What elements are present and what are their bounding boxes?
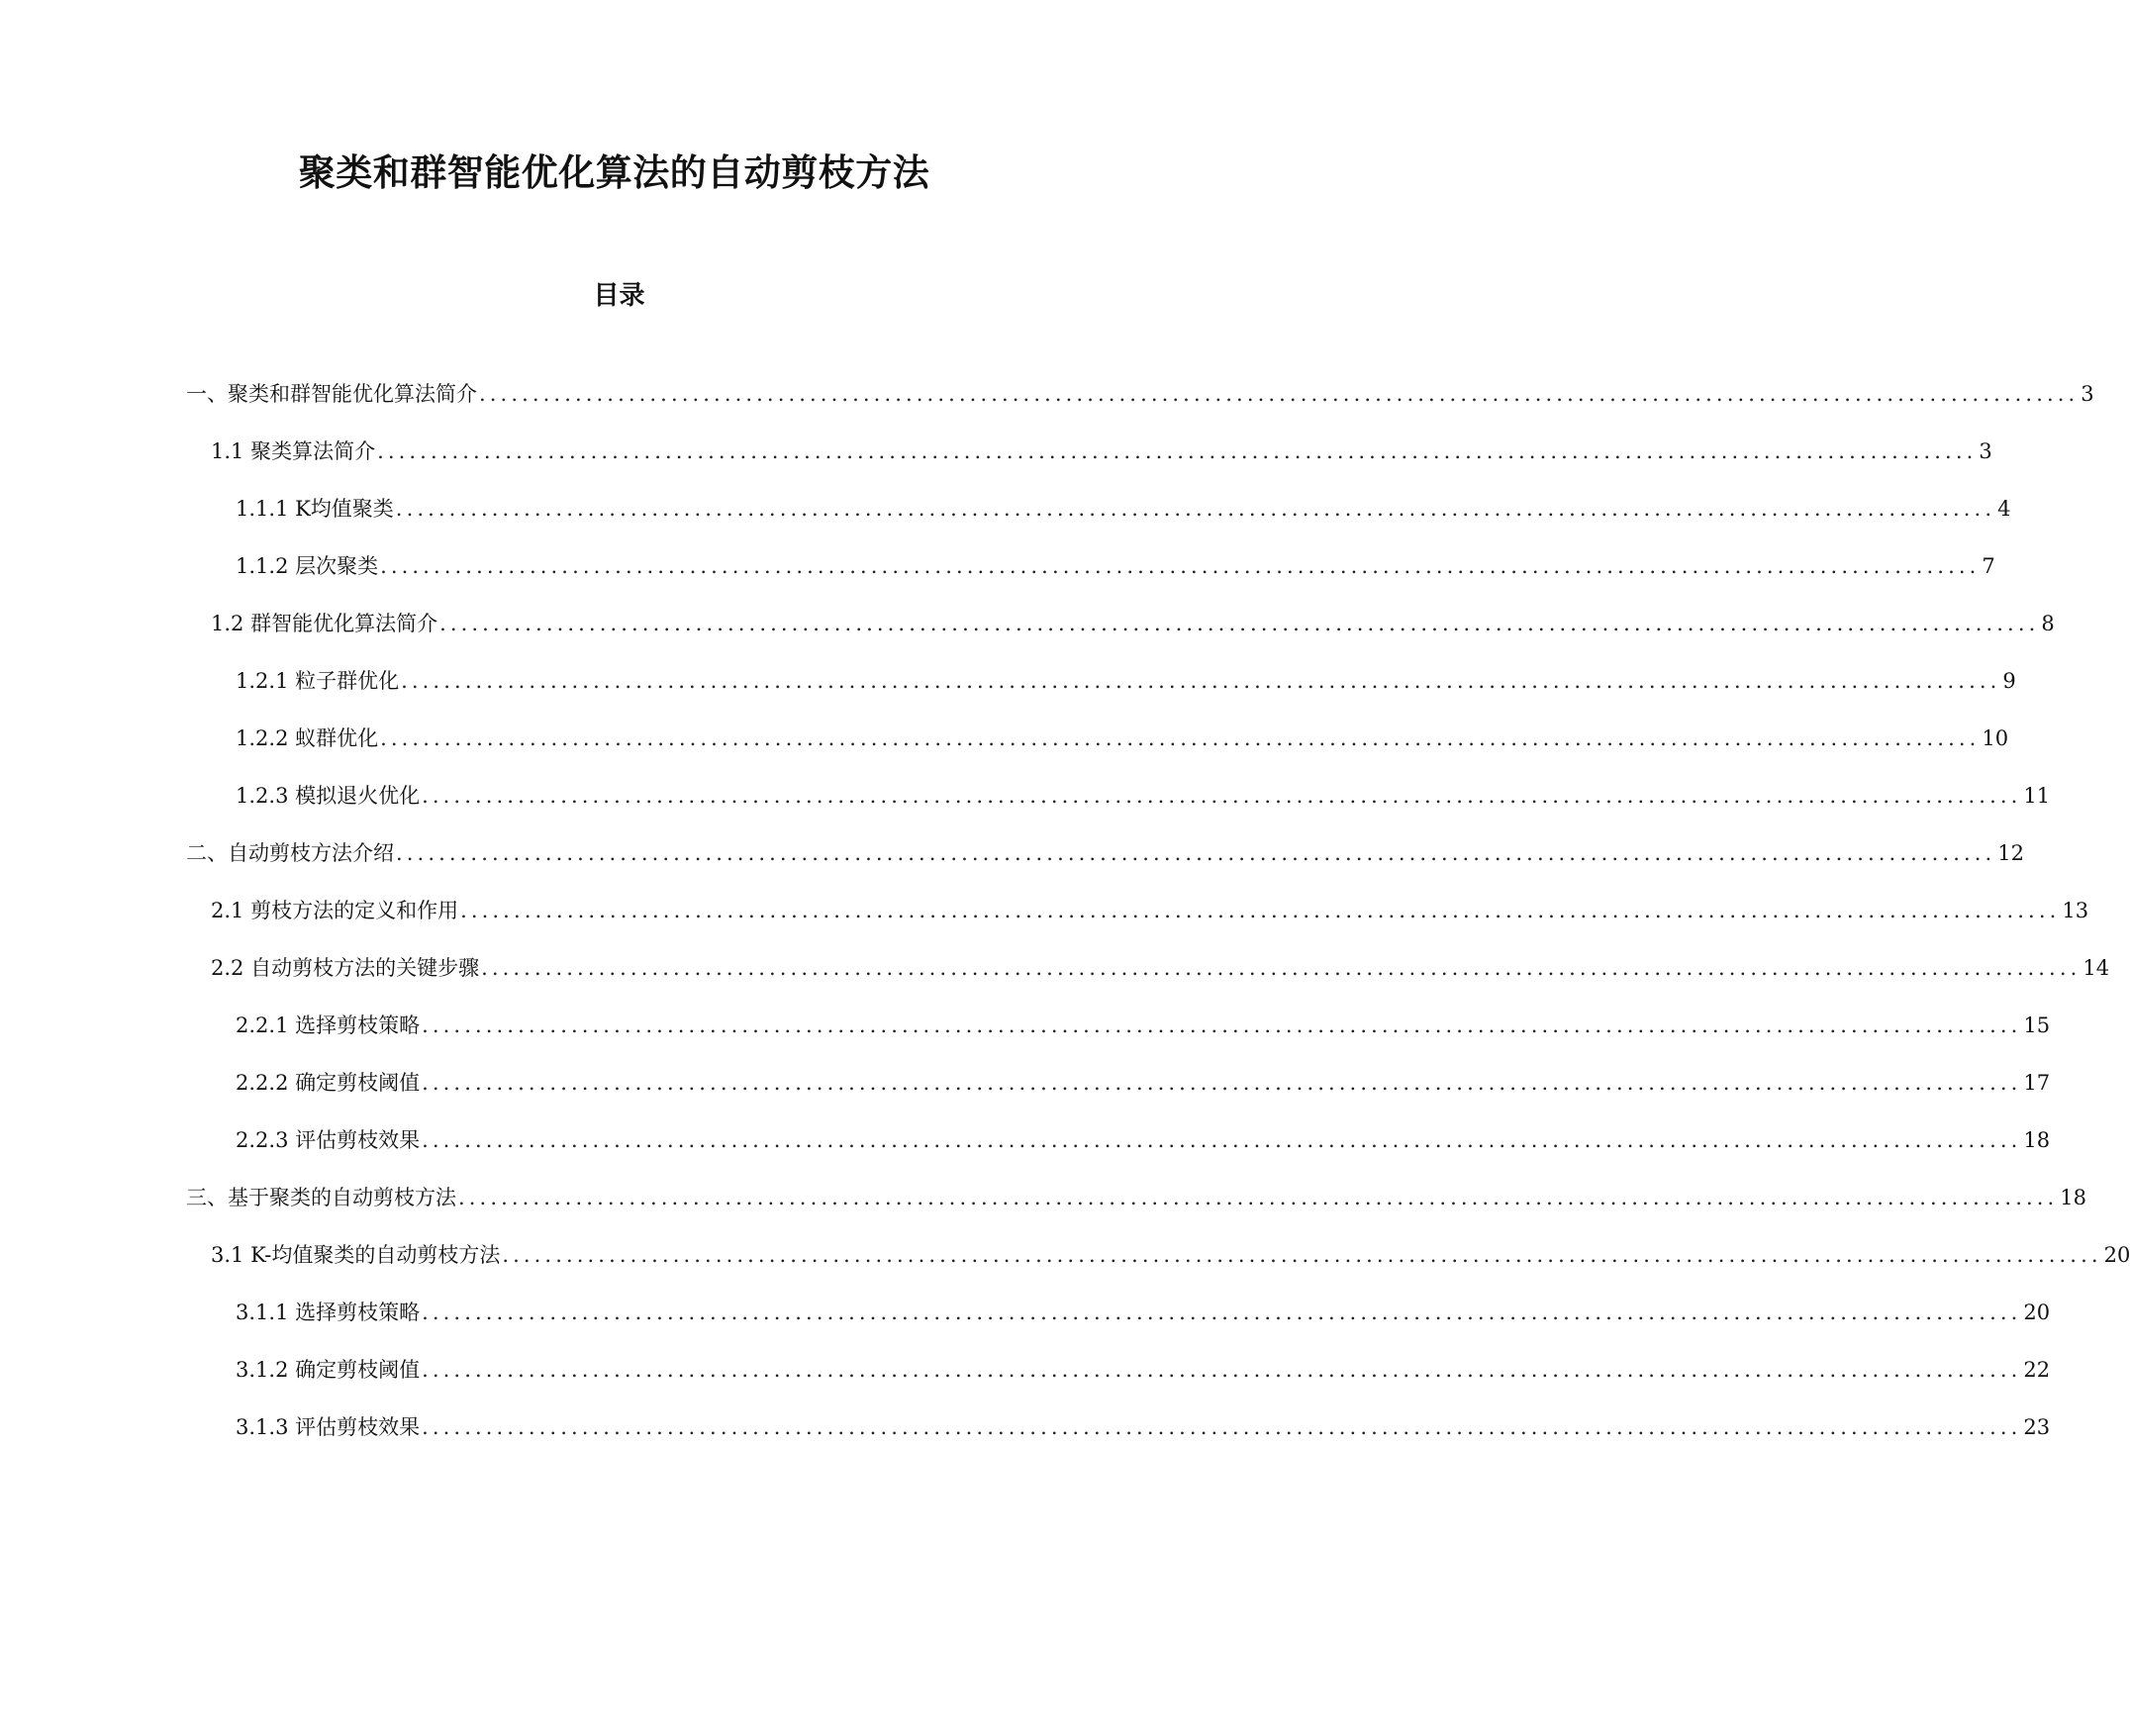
toc-dot-leader: ...................................................................................................................................................... [377,439,1978,463]
toc-page-number: 14 [2082,956,2110,980]
toc-dot-leader: ...................................................................................................................................................... [380,726,1981,750]
toc-page-number: 13 [2062,899,2089,922]
toc-entry[interactable] [236,1122,2051,1158]
toc-page-number: 15 [2023,1013,2051,1037]
toc-entry[interactable] [186,835,2025,871]
toc-entry-label: 1.1.1 K均值聚类 [236,497,394,521]
toc-entry[interactable] [211,606,2055,641]
toc-entry[interactable] [211,1237,2130,1273]
toc-dot-leader: ...................................................................................................................................................... [422,1128,2022,1152]
toc-page-number: 20 [2023,1301,2051,1324]
toc-entry[interactable] [211,434,1992,469]
toc-entry[interactable] [236,778,2051,814]
toc-entry-label: 2.2.1 选择剪枝策略 [236,1013,421,1037]
toc-dot-leader: ...................................................................................................................................................... [422,784,2022,808]
toc-page-number: 22 [2023,1358,2051,1382]
toc-entry[interactable] [236,491,2011,527]
toc-dot-leader: ...................................................................................................................................................... [395,497,1996,521]
toc-entry-label: 1.2.3 模拟退火优化 [236,784,421,808]
toc-entry-label: 2.1 剪枝方法的定义和作用 [211,899,459,922]
toc-dot-leader: ...................................................................................................................................................... [458,1186,2059,1209]
toc-entry-label: 1.2.2 蚁群优化 [236,726,379,750]
toc-page-number: 4 [1997,497,2011,521]
toc-heading: 目录 [593,281,645,311]
toc-dot-leader: ...................................................................................................................................................... [422,1071,2022,1095]
toc-page-number: 20 [2103,1243,2130,1267]
toc-dot-leader: ...................................................................................................................................................... [460,899,2061,922]
toc-page-number: 11 [2023,784,2051,808]
toc-dot-leader: ...................................................................................................................................................... [479,382,2080,406]
toc-entry-label: 3.1.3 评估剪枝效果 [236,1415,421,1439]
toc-entry[interactable] [236,663,2016,699]
toc-entry-label: 1.1.2 层次聚类 [236,554,379,578]
toc-entry[interactable] [236,548,1995,584]
toc-entry-label: 3.1.1 选择剪枝策略 [236,1301,421,1324]
toc-dot-leader: ...................................................................................................................................................... [396,841,1996,865]
toc-page-number: 7 [1982,554,1995,578]
toc-page-number: 10 [1982,726,2009,750]
toc-page-number: 9 [2002,669,2016,693]
toc-dot-leader: ...................................................................................................................................................... [422,1013,2022,1037]
toc-entry[interactable] [236,1409,2051,1445]
toc-dot-leader: ...................................................................................................................................................... [401,669,2001,693]
toc-page-number: 3 [2081,382,2094,406]
toc-page-number: 18 [2023,1128,2051,1152]
toc-page-number: 12 [1997,841,2025,865]
toc-entry-label: 1.1 聚类算法简介 [211,439,376,463]
toc-entry[interactable] [236,1008,2051,1043]
toc-entry[interactable] [211,950,2110,986]
toc-entry[interactable] [236,1065,2051,1101]
toc-entry[interactable] [186,1180,2087,1215]
toc-entry[interactable] [236,1295,2051,1330]
toc-dot-leader: ...................................................................................................................................................... [481,956,2082,980]
toc-page-number: 8 [2041,612,2055,635]
toc-dot-leader: ...................................................................................................................................................... [439,612,2040,635]
toc-entry-label: 1.2 群智能优化算法简介 [211,612,438,635]
toc-dot-leader: ...................................................................................................................................................... [422,1415,2022,1439]
toc-entry[interactable] [186,376,2094,412]
toc-dot-leader: ...................................................................................................................................................... [502,1243,2102,1267]
toc-page-number: 18 [2060,1186,2087,1209]
toc-entry-label: 二、自动剪枝方法介绍 [186,841,394,865]
toc-dot-leader: ...................................................................................................................................................... [380,554,1981,578]
toc-entry[interactable] [211,893,2089,928]
toc-entry-label: 3.1.2 确定剪枝阈值 [236,1358,421,1382]
toc-dot-leader: ...................................................................................................................................................... [422,1358,2022,1382]
toc-dot-leader: ...................................................................................................................................................... [422,1301,2022,1324]
document-title: 聚类和群智能优化算法的自动剪枝方法 [298,150,930,194]
toc-entry-label: 一、聚类和群智能优化算法简介 [186,382,477,406]
toc-page-number: 17 [2023,1071,2051,1095]
toc-entry-label: 2.2 自动剪枝方法的关键步骤 [211,956,480,980]
toc-entry-label: 3.1 K-均值聚类的自动剪枝方法 [211,1243,501,1267]
toc-page-number: 23 [2023,1415,2051,1439]
toc-entry[interactable] [236,721,2009,756]
toc-page-number: 3 [1979,439,1992,463]
toc-entry-label: 2.2.3 评估剪枝效果 [236,1128,421,1152]
toc-entry-label: 三、基于聚类的自动剪枝方法 [186,1186,456,1209]
toc-entry-label: 1.2.1 粒子群优化 [236,669,400,693]
toc-entry-label: 2.2.2 确定剪枝阈值 [236,1071,421,1095]
toc-entry[interactable] [236,1352,2051,1388]
